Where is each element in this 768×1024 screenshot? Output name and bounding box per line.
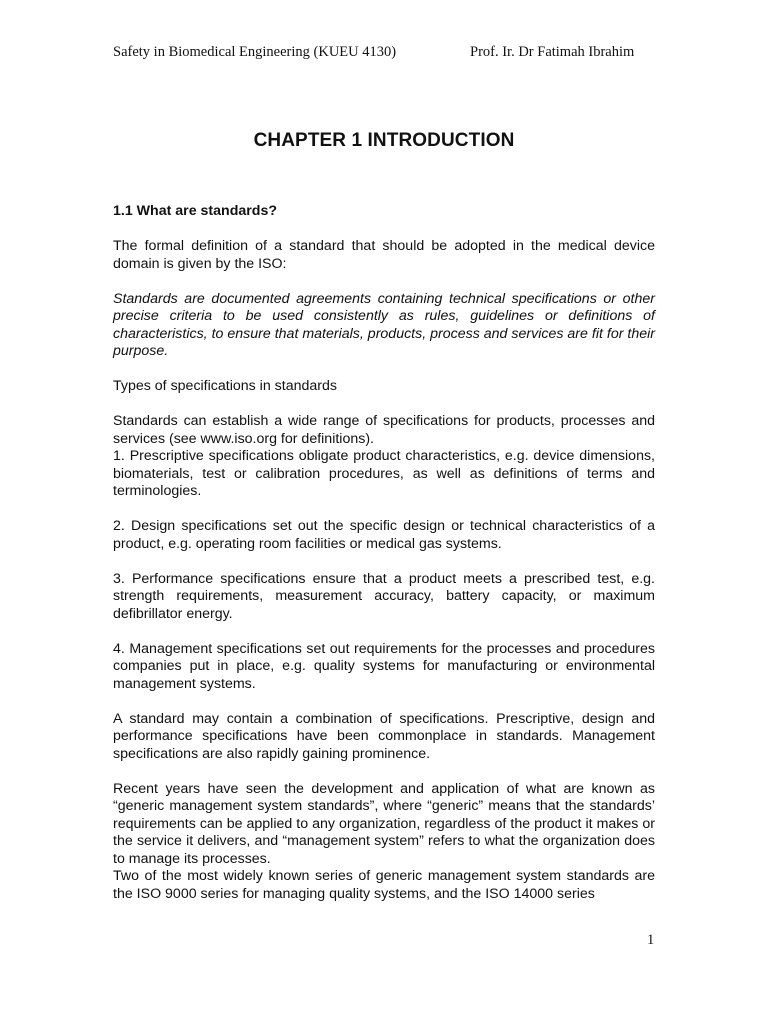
list-item-prescriptive: 1. Prescriptive specifications obligate product characteristics, e.g. device dimensions, biomaterials, test or calibration procedures, as well as definitions of terms and terminologies. bbox=[113, 448, 655, 499]
page-number: 1 bbox=[647, 932, 655, 948]
generic-paragraph: Recent years have seen the development and application of what are known as “generic management system standards”, where “generic” means that the standards’ requirements can be applied to any organization, regardless of the product it makes or the service it delivers, and “management system” refers to what the organization does to manage its processes. bbox=[113, 780, 655, 867]
document-body bbox=[113, 203, 655, 903]
combination-paragraph: A standard may contain a combination of specifications. Prescriptive, design and performance specifications have been commonplace in standards. Management specifications are also rapidly gaining prominence. bbox=[113, 710, 655, 762]
types-heading: Types of specifications in standards bbox=[113, 378, 337, 394]
list-item-performance: 3. Performance specifications ensure that a product meets a prescribed test, e.g. strength requirements, measurement accuracy, battery capacity, or maximum defibrillator energy. bbox=[113, 570, 655, 622]
header-author: Prof. Ir. Dr Fatimah Ibrahim bbox=[470, 44, 635, 60]
list-item-management: 4. Management specifications set out requirements for the processes and procedures companies put in place, e.g. quality systems for manufacturing or environmental management systems. bbox=[113, 640, 655, 692]
list-item-design: 2. Design specifications set out the specific design or technical characteristics of a product, e.g. operating room facilities or medical gas systems. bbox=[113, 518, 655, 552]
section-heading: 1.1 What are standards? bbox=[113, 203, 277, 219]
header-course: Safety in Biomedical Engineering (KUEU 4130) bbox=[113, 44, 397, 60]
range-paragraph: Standards can establish a wide range of specifications for products, processes and services (see www.iso.org for definitions). bbox=[113, 413, 655, 447]
definition-paragraph: Standards are documented agreements containing technical specifications or other precise criteria to be used consistently as rules, guidelines or definitions of characteristics, to ensure that materials, products, process and services are fit for their purpose. bbox=[113, 290, 655, 359]
series-paragraph: Two of the most widely known series of generic management system standards are the ISO 9000 series for managing quality systems, and the ISO 14000 series bbox=[113, 868, 655, 902]
intro-paragraph: The formal definition of a standard that should be adopted in the medical device domain is given by the ISO: bbox=[113, 238, 655, 272]
chapter-title: CHAPTER 1 INTRODUCTION bbox=[253, 130, 515, 151]
